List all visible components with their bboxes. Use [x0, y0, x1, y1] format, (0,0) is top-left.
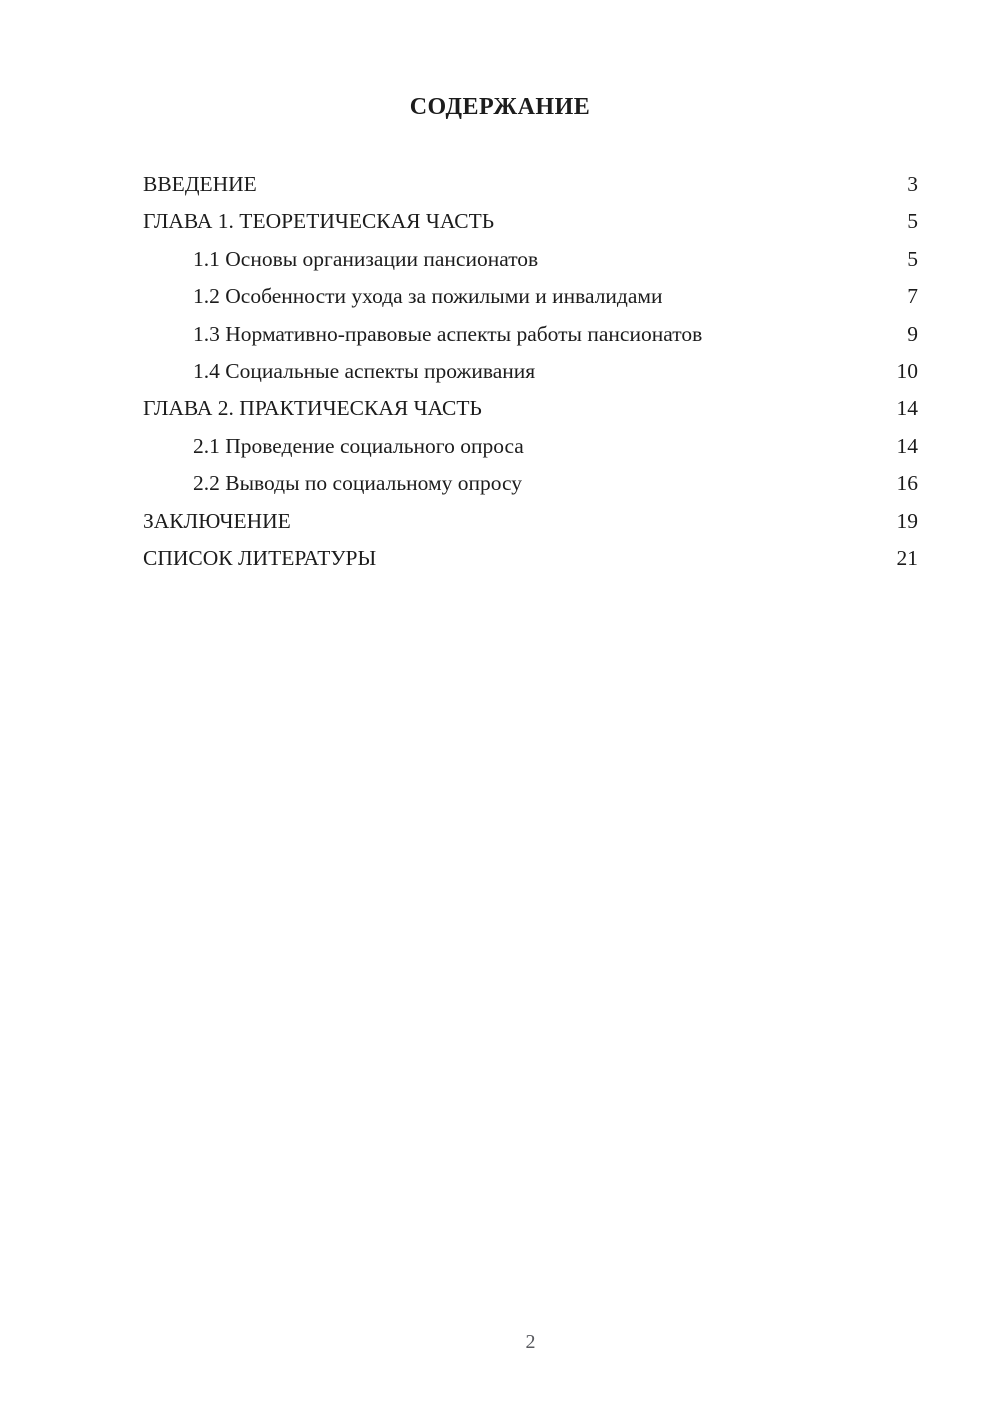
toc-entry-page: 9	[907, 321, 918, 346]
page-title: СОДЕРЖАНИЕ	[409, 94, 591, 120]
toc-entry-page: 3	[907, 172, 918, 196]
toc-entry-label: 1.3 Нормативно-правовые аспекты работы пансионатов	[193, 321, 703, 346]
toc-entry-page: 5	[907, 209, 918, 234]
toc-entry	[143, 203, 918, 240]
toc-entry	[143, 241, 918, 278]
toc-entry-label: 1.4 Социальные аспекты проживания	[193, 358, 536, 383]
toc-entry	[143, 353, 918, 390]
page-number: 2	[525, 1331, 536, 1353]
toc-entry-page: 10	[896, 358, 918, 383]
toc-entry-page: 21	[896, 545, 918, 570]
toc-entry-label: СПИСОК ЛИТЕРАТУРЫ	[143, 545, 377, 570]
toc-entry-label: 2.1 Проведение социального опроса	[193, 433, 524, 458]
toc-entry-label: ГЛАВА 2. ПРАКТИЧЕСКАЯ ЧАСТЬ	[143, 396, 482, 421]
toc-entry-label: 2.2 Выводы по социальному опросу	[193, 471, 523, 496]
toc-entry	[143, 428, 918, 465]
toc-entry-page: 19	[896, 508, 918, 533]
toc-entry-label: ВВЕДЕНИЕ	[143, 172, 257, 196]
toc-entry	[143, 503, 918, 540]
toc-entry	[143, 278, 918, 315]
toc-entry-page: 16	[896, 471, 918, 496]
toc-entry	[143, 540, 918, 577]
toc-entry-page: 5	[907, 246, 918, 271]
toc-entry	[143, 316, 918, 353]
toc-entry-page: 7	[907, 284, 918, 309]
toc-entry-label: ЗАКЛЮЧЕНИЕ	[143, 508, 291, 533]
toc-entry-page: 14	[896, 433, 918, 458]
toc-entry	[143, 390, 918, 427]
toc-entry-label: ГЛАВА 1. ТЕОРЕТИЧЕСКАЯ ЧАСТЬ	[143, 209, 495, 234]
toc-entry-label: 1.1 Основы организации пансионатов	[193, 246, 539, 271]
toc-list	[0, 166, 1000, 577]
toc-entry	[143, 465, 918, 502]
toc-entry-label: 1.2 Особенности ухода за пожилыми и инвалидами	[193, 284, 663, 309]
toc-entry	[143, 166, 918, 203]
toc-entry-page: 14	[896, 396, 918, 421]
